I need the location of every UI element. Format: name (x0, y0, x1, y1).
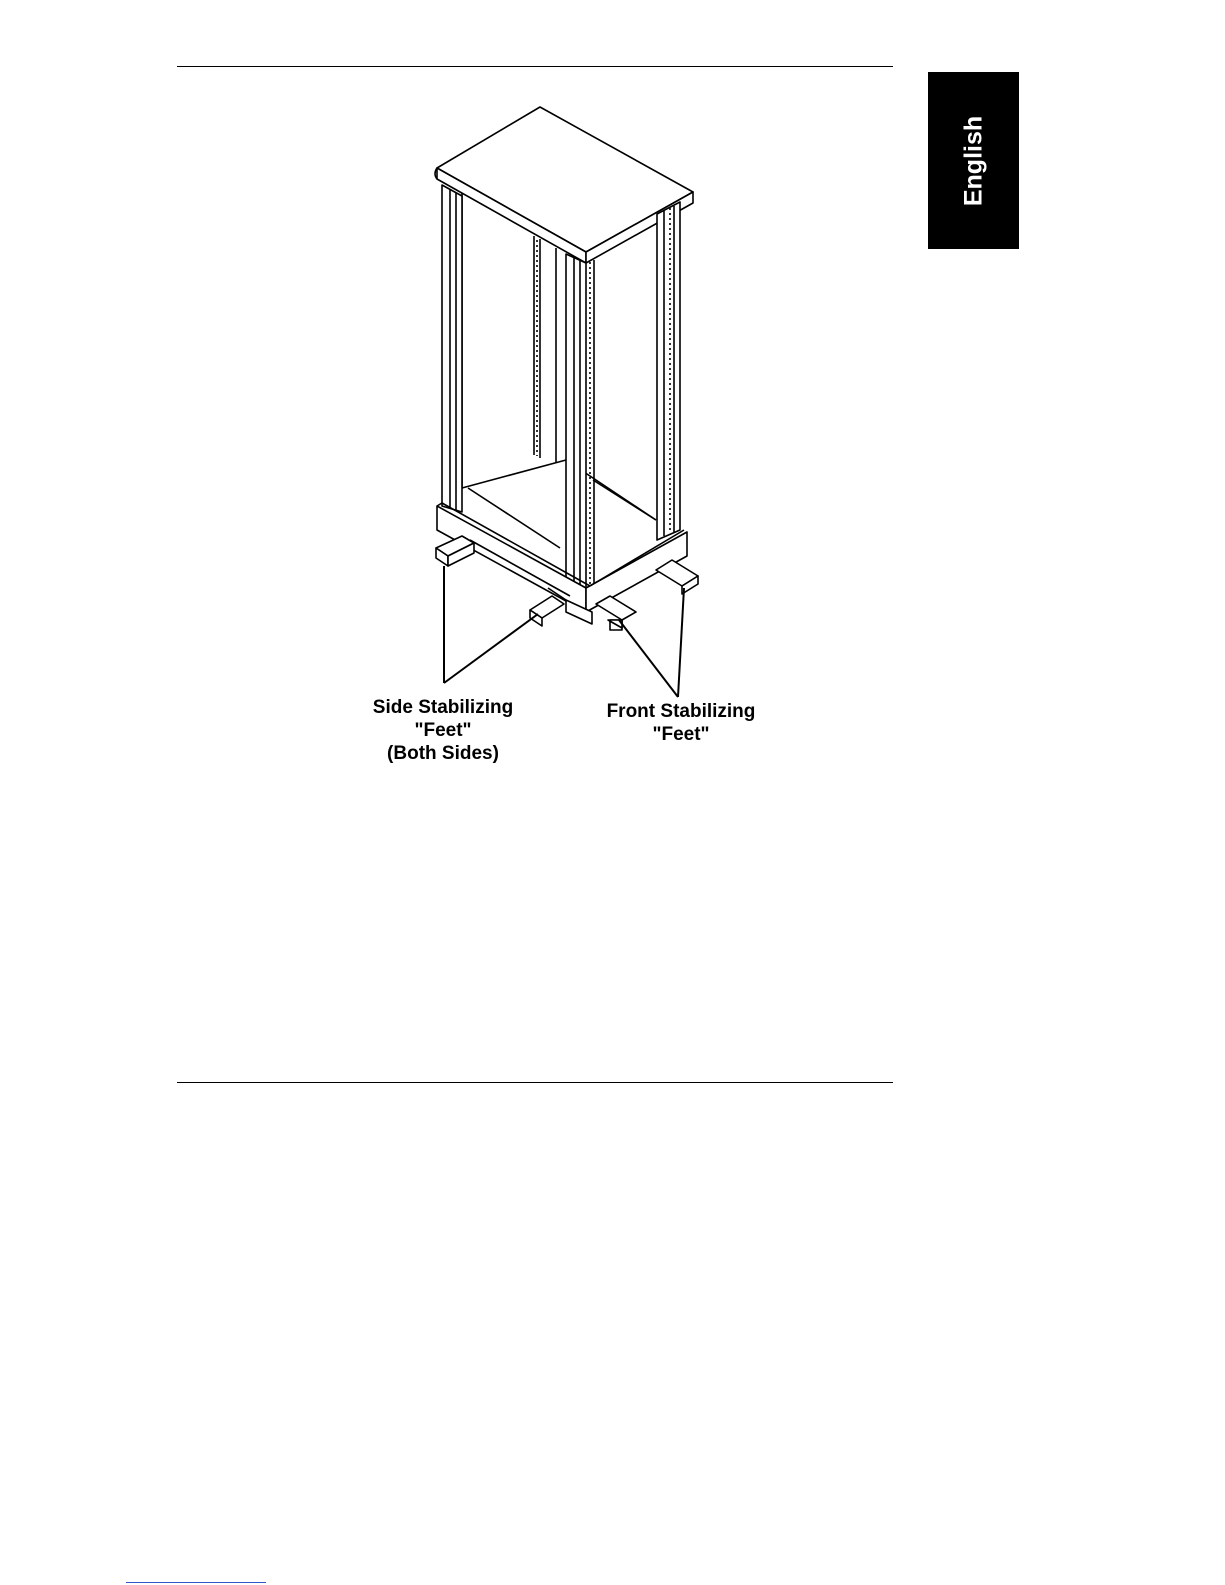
rear-left-post (442, 185, 462, 512)
front-feet-callout-line1: Front Stabilizing (606, 701, 756, 722)
side-stabilizing-foot-left (436, 536, 474, 566)
language-tab-label: English (959, 115, 987, 206)
front-left-post (566, 254, 594, 588)
side-feet-callout-line2: "Feet" (414, 720, 472, 741)
cabinet-top-panel (435, 107, 693, 263)
rear-mounting-rails (534, 236, 556, 462)
front-feet-callout (596, 700, 766, 746)
side-feet-callout-line1: Side Stabilizing (372, 697, 514, 718)
front-stabilizing-foot-left (596, 596, 636, 630)
front-feet-callout-line2: "Feet" (652, 724, 710, 745)
right-posts (593, 202, 680, 540)
side-feet-callout (362, 696, 524, 765)
side-feet-callout-line3: (Both Sides) (387, 743, 499, 764)
footer-rule (177, 1082, 893, 1083)
footer-link-underline[interactable] (126, 1582, 266, 1583)
